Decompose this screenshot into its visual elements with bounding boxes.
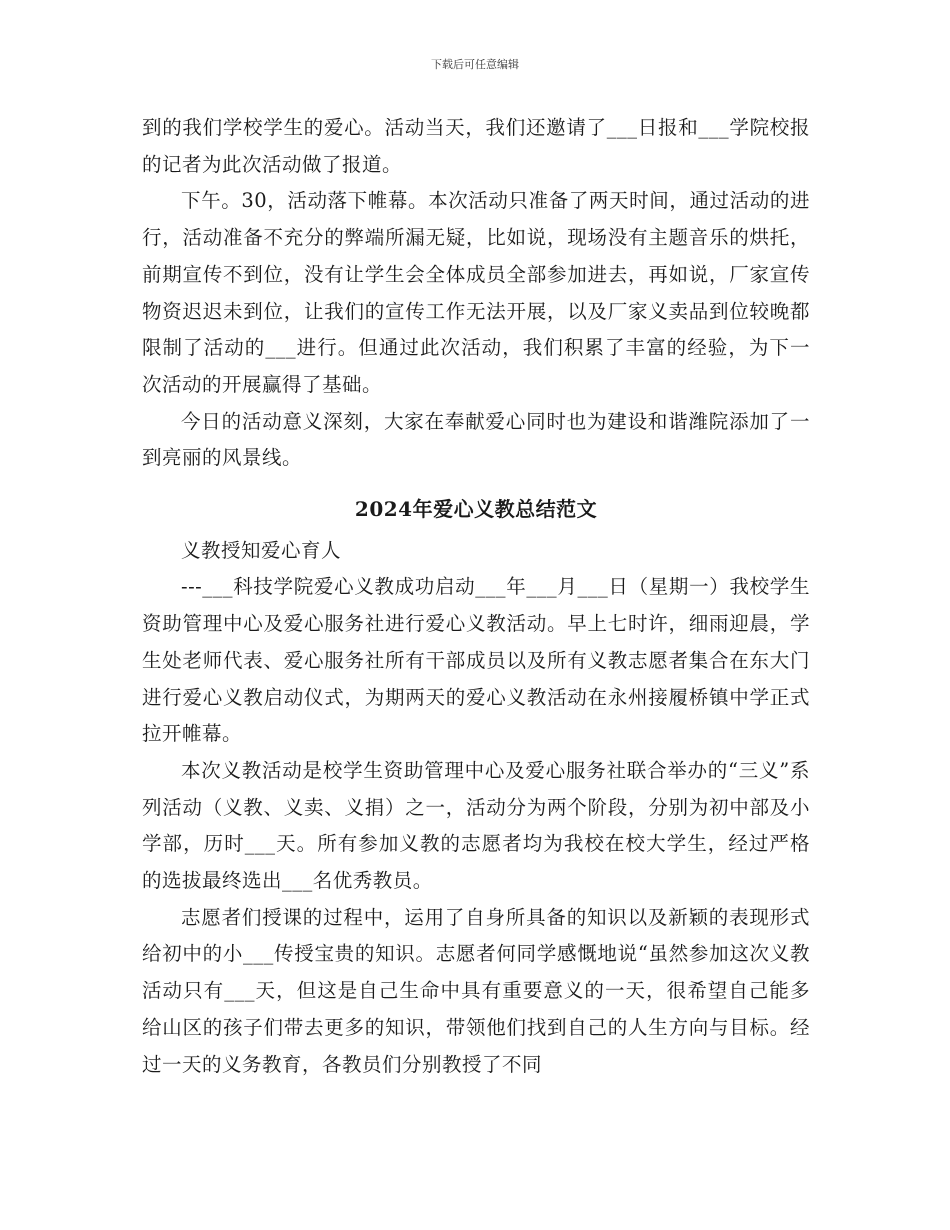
paragraph: 下午。30，活动落下帷幕。本次活动只准备了两天时间，通过活动的进行，活动准备不充分的弊端所漏无疑，比如说，现场没有主题音乐的烘托，前期宣传不到位，没有让学生会全体成员全部参加进去，再如说，厂家宣传物资迟迟未到位，让我们的宣传工作无法开展，以及厂家义卖品到位较晚都限制了活动的___进行。但通过此次活动，我们积累了丰富的经验，为下一次活动的开展赢得了基础。 — [142, 189, 810, 396]
document-body — [142, 110, 810, 1083]
paragraph: 本次义教活动是校学生资助管理中心及爱心服务社联合举办的“三义”系列活动（义教、义卖、义捐）之一，活动分为两个阶段，分别为初中部及小学部，历时___天。所有参加义教的志愿者均为我校在校大学生，经过严格的选拔最终选出___名优秀教员。 — [142, 758, 810, 893]
subtitle-line: 义教授知爱心育人 — [181, 538, 342, 562]
paragraph: ---___科技学院爱心义教成功启动___年___月___日（星期一）我校学生资助管理中心及爱心服务社进行爱心义教活动。早上七时许，细雨迎晨，学生处老师代表、爱心服务社所有干部成员以及所有义教志愿者集合在东大门进行爱心义教启动仪式，为期两天的爱心义教活动在永州接履桥镇中学正式拉开帷幕。 — [142, 575, 810, 746]
paragraph: 志愿者们授课的过程中，运用了自身所具备的知识以及新颖的表现形式给初中的小___传授宝贵的知识。志愿者何同学感慨地说“虽然参加这次义教活动只有___天，但这是自己生命中具有重要意义的一天，很希望自己能多给山区的孩子们带去更多的知识，带领他们找到自己的人生方向与目标。经过一天的义务教育，各教员们分别教授了不同 — [142, 905, 810, 1076]
paragraph: 今日的活动意义深刻，大家在奉献爱心同时也为建设和谐潍院添加了一到亮丽的风景线。 — [142, 409, 810, 470]
page-header: 下载后可任意编辑 — [431, 58, 519, 71]
paragraph-continued: 到的我们学校学生的爱心。活动当天，我们还邀请了___日报和___学院校报的记者为此次活动做了报道。 — [142, 116, 810, 176]
section-title: 2024年爱心义教总结范文 — [354, 497, 598, 522]
